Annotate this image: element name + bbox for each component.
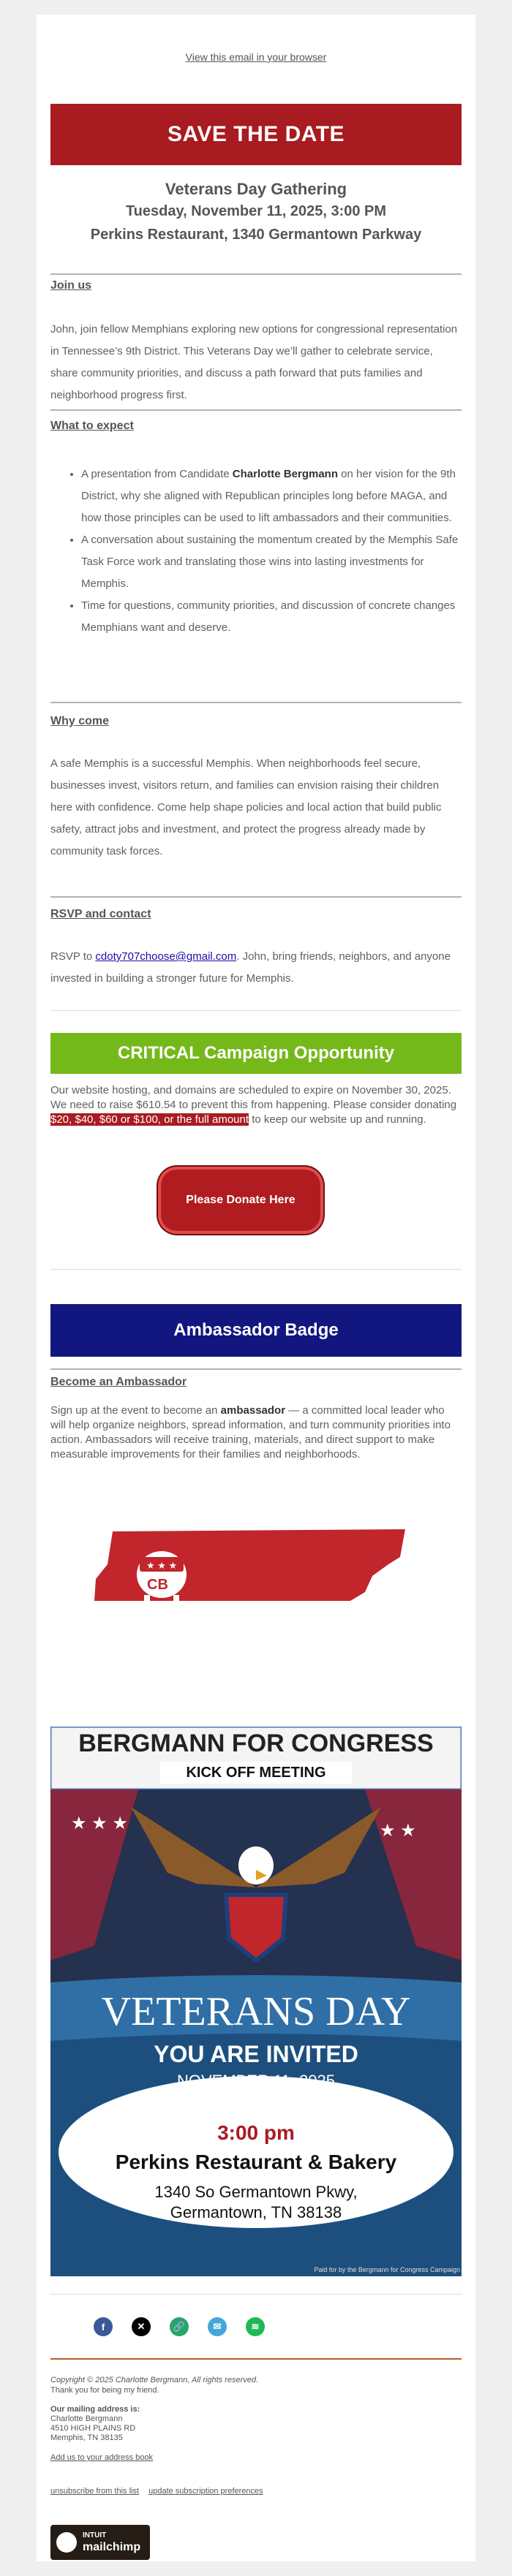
rsvp-text: RSVP to cdoty707choose@gmail.com. John, bring friends, neighbors, and anyone invested in building a stronger future for Memphis.: [50, 950, 451, 985]
ambassador-text: Sign up at the event to become an ambassador — a committed local leader who will help organize neighbors, spread information, and turn community priorities into action. Ambassadors will receive training, materials, and direct support to make measurable improvements for their families and neighborhoods.: [50, 1404, 451, 1461]
poster-subtitle: KICK OFF MEETING: [160, 1762, 352, 1784]
add-address-book-link[interactable]: Add us to your address book: [50, 2453, 154, 2462]
update-preferences-link[interactable]: update subscription preferences: [148, 2487, 263, 2496]
footer-unsubscribe-line: [50, 2487, 263, 2496]
ambassador-banner: Ambassador Badge: [50, 1304, 462, 1357]
donate-button[interactable]: Please Donate Here: [161, 1170, 320, 1231]
mailchimp-logo-icon: [56, 2532, 77, 2553]
logo-letters: CB: [147, 1577, 168, 1593]
footer-divider: [50, 2358, 462, 2360]
poster-date: NOVEMBER 11, 2025: [176, 2072, 336, 2090]
email-icon[interactable]: ✉: [208, 2317, 227, 2336]
divider: [50, 702, 462, 703]
footer-address-city: Memphis, TN 38135: [50, 2433, 123, 2442]
expect-item: • Time for questions, community priorities, and discussion of concrete changes Memphians want and deserve.: [81, 595, 462, 639]
donation-amounts-highlight: $20, $40, $60 or $100, or the full amount: [50, 1113, 249, 1126]
x-icon[interactable]: ✕: [132, 2317, 151, 2336]
footer-address-name: Charlotte Bergmann: [50, 2414, 123, 2423]
email-card: [37, 15, 475, 2561]
footer-copyright: Copyright © 2025 Charlotte Bergmann, All rights reserved.: [50, 2376, 259, 2384]
join-us-text: John, join fellow Memphians exploring new options for congressional representation in Tennessee’s 9th District. This Veterans Day we’ll gather to celebrate service, share community priorities, and discuss a path forward that puts families and neighborhood progress first.: [50, 323, 458, 401]
elephant-leg-icon: [144, 1595, 150, 1605]
expect-list: [50, 463, 462, 639]
footer-mailing-label: Our mailing address is:: [50, 2405, 140, 2414]
divider: [50, 2294, 462, 2295]
event-location: Perkins Restaurant, 1340 Germantown Parkway: [90, 227, 422, 243]
poster-invited: YOU ARE INVITED: [154, 2041, 358, 2067]
event-title: Veterans Day Gathering: [165, 180, 347, 198]
rsvp-email-link[interactable]: cdoty707choose@gmail.com: [95, 950, 237, 963]
divider: [50, 409, 462, 411]
why-come-heading: Why come: [50, 715, 110, 727]
badge-bottom-text: mailchimp: [83, 2541, 141, 2553]
poster-title: BERGMANN FOR CONGRESS: [78, 1730, 434, 1757]
footer-address-street: 4510 HIGH PLAINS RD: [50, 2424, 136, 2433]
expect-item: • A presentation from Candidate Charlotte Bergmann on her vision for the 9th District, why she aligned with Republican principles long before MAGA, and how those principles can be used to lift ambassadors and their communities.: [81, 463, 462, 529]
poster-stars-icon: ★ ★ ★: [71, 1814, 128, 1833]
unsubscribe-link[interactable]: unsubscribe from this list: [50, 2487, 140, 2496]
elephant-leg-icon: [173, 1595, 179, 1605]
what-to-expect-heading: What to expect: [50, 420, 134, 432]
poster-disclaimer: Paid for by the Bergmann for Congress Campaign: [314, 2266, 460, 2273]
tennessee-gop-logo: [50, 1506, 462, 1652]
poster-stars-icon: ★ ★: [380, 1821, 416, 1841]
facebook-icon[interactable]: f: [94, 2317, 113, 2336]
poster-address-line2: Germantown, TN 38138: [170, 2203, 342, 2221]
rsvp-heading: RSVP and contact: [50, 908, 151, 920]
event-poster: [50, 1727, 462, 2276]
critical-text: Our website hosting, and domains are scheduled to expire on November 30, 2025. We need to raise $610.54 to prevent this from happening. Please consider donating $20, $40, $60 or $100, or the full amount to keep our website up and running.: [50, 1084, 457, 1126]
footer-thanks: Thank you for being my friend.: [50, 2386, 159, 2395]
divider: [50, 896, 462, 898]
join-us-heading: Join us: [50, 279, 92, 292]
badge-top-text: INTUIT: [83, 2531, 107, 2539]
divider: [50, 1269, 462, 1270]
why-come-text: A safe Memphis is a successful Memphis. When neighborhoods feel secure, businesses invest, visitors return, and families can envision raising their children here with confidence. Come help shape policies and local action that build public safety, attract jobs and investment, and protect the progress already made by community task forces.: [50, 757, 442, 857]
event-date: Tuesday, November 11, 2025, 3:00 PM: [125, 203, 387, 219]
divider: [50, 1010, 462, 1011]
poster-time: 3:00 pm: [217, 2121, 295, 2144]
expect-item: • A conversation about sustaining the momentum created by the Memphis Safe Task Force work and translating those wins into lasting investments for Memphis.: [81, 529, 462, 595]
link-icon[interactable]: 🔗: [170, 2317, 189, 2336]
critical-banner: CRITICAL Campaign Opportunity: [50, 1033, 462, 1074]
elephant-stars-icon: ★ ★ ★: [146, 1560, 178, 1571]
poster-address-line1: 1340 So Germantown Pkwy,: [154, 2183, 358, 2201]
view-in-browser-link[interactable]: View this email in your browser: [185, 51, 327, 63]
divider: [50, 1368, 462, 1370]
poster-venue: Perkins Restaurant & Bakery: [115, 2151, 397, 2173]
save-the-date-banner: SAVE THE DATE: [50, 104, 462, 165]
divider: [50, 273, 462, 275]
spotify-icon[interactable]: ≋: [246, 2317, 265, 2336]
mailchimp-badge[interactable]: [50, 2525, 150, 2560]
become-ambassador-heading: Become an Ambassador: [50, 1376, 187, 1388]
poster-headline: VETERANS DAY: [101, 1989, 411, 2034]
